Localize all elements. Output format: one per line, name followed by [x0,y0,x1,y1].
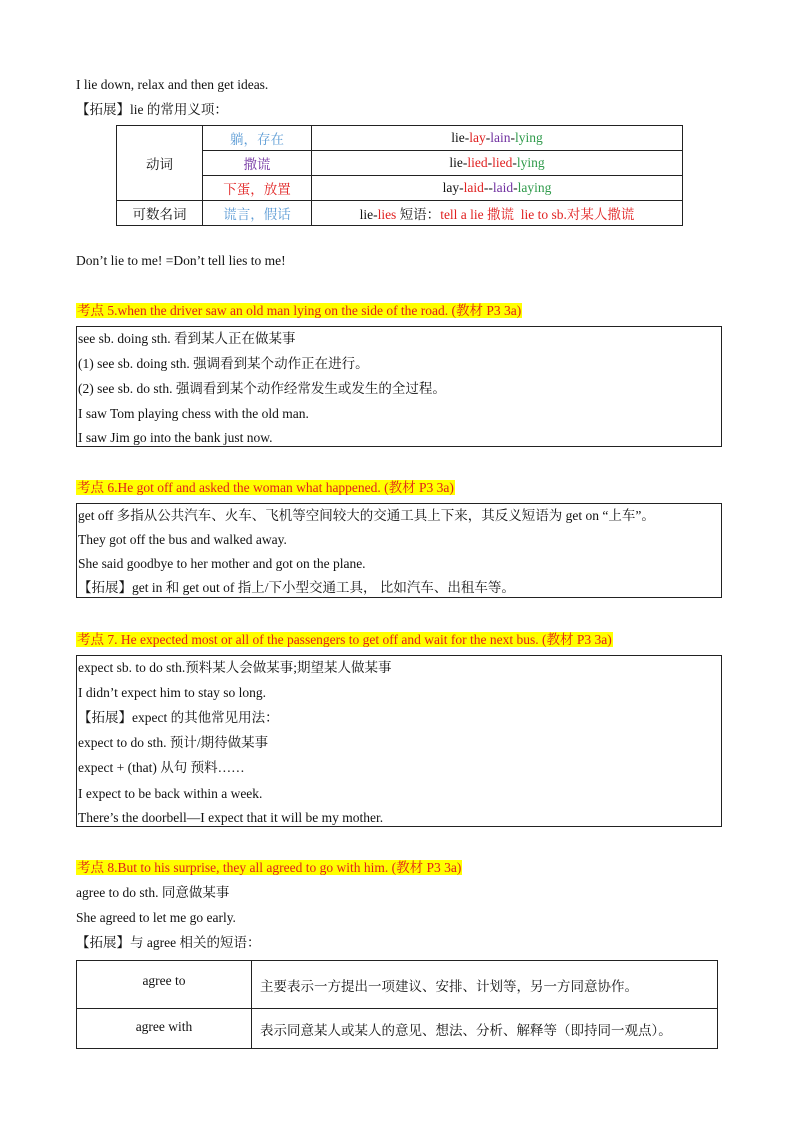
highlighted-title: 考点 6.He got off and asked the woman what happened. (教材 P3 3a) [77,480,454,495]
phrase-cell: agree to [77,961,252,1009]
point5-line: I saw Tom playing chess with the old man. [78,406,309,421]
point7-title [76,631,613,649]
point7-line: expect + (that) 从句 预料…… [78,760,245,775]
meaning-cell: 谎言，假话 [203,201,312,226]
point5-line: (2) see sb. do sth. 强调看到某个动作经常发生或发生的全过程。 [78,381,446,396]
forms-cell [312,126,683,151]
meaning-cell: 下蛋，放置 [203,176,312,201]
lie-extension-heading: 【拓展】lie 的常用义项： [76,102,228,117]
meaning-cell: 撒谎 [203,151,312,176]
point7-line: expect sb. to do sth.预料某人会做某事;期望某人做某事 [78,660,392,675]
verb-form-segment: 短语： [396,207,441,222]
verb-form-segment: lies [377,207,397,222]
verb-form-segment: -- [483,180,493,195]
verb-form-segment: lying [516,155,545,170]
point8-line: agree to do sth. 同意做某事 [76,885,230,900]
verb-form-segment: lied [492,155,513,170]
point8-line: 【拓展】与 agree 相关的短语： [76,935,261,950]
point7-line: There’s the doorbell—I expect that it will be my mother. [78,810,384,825]
point5-line: see sb. doing sth. 看到某人正在做某事 [78,331,296,346]
forms-cell [312,151,683,176]
verb-form-segment: lay [442,180,460,195]
highlighted-title: 考点 8.But to his surprise, they all agreed to go with him. (教材 P3 3a) [77,860,462,875]
verb-form-segment: - [373,207,378,222]
point7-line: I didn’t expect him to stay so long. [78,685,266,700]
verb-form-segment: - [512,155,517,170]
verb-form-segment: tell a lie 撒谎 lie to sb.对某人撒谎 [440,207,635,222]
point7-line: 【拓展】expect 的其他常见用法： [78,710,279,725]
verb-form-segment: - [462,155,468,170]
point5-box [76,326,722,447]
verb-label: 动词 [117,126,203,201]
verb-form-segment: - [464,130,470,145]
verb-form-segment: - [513,180,518,195]
point8-line: She agreed to let me go early. [76,910,236,925]
verb-form-segment: laid [463,180,484,195]
verb-form-segment: lain [490,130,511,145]
point6-box [76,503,722,598]
point7-line: expect to do sth. 预计/期待做某事 [78,735,269,750]
verb-form-segment: lie [451,130,465,145]
intro-sentence: I lie down, relax and then get ideas. [76,77,269,92]
verb-form-segment: - [459,180,464,195]
desc-cell: 主要表示一方提出一项建议、安排、计划等，另一方同意协作。 [252,961,718,1009]
point8-title [76,859,462,877]
verb-form-segment: lay [469,130,486,145]
point6-line: get off 多指从公共汽车、火车、飞机等空间较大的交通工具上下来，其反义短语为 get on “上车”。 [78,508,655,523]
highlighted-title: 考点 7. He expected most or all of the passengers to get off and wait for the next bus. (教材 P3 3a) [77,632,612,647]
verb-form-segment: laying [517,180,552,195]
point6-title [76,479,455,497]
point5-title [76,302,522,320]
point6-line: She said goodbye to her mother and got on the plane. [78,556,366,571]
desc-cell: 表示同意某人或某人的意见、想法、分析、解释等（即持同一观点）。 [252,1009,718,1049]
point7-line: I expect to be back within a week. [78,786,263,801]
point5-line: (1) see sb. doing sth. 强调看到某个动作正在进行。 [78,356,369,371]
forms-cell [312,201,683,226]
verb-form-segment: laid [492,180,514,195]
agree-phrases-table [76,960,718,1049]
meaning-cell: 躺，存在 [203,126,312,151]
dont-lie-example: Don’t lie to me! =Don’t tell lies to me! [76,253,286,268]
verb-form-segment: - [485,130,491,145]
forms-cell [312,176,683,201]
verb-form-segment: lie [359,207,374,222]
noun-label: 可数名词 [117,201,203,226]
point7-box [76,655,722,827]
verb-form-segment: - [510,130,515,145]
phrase-cell: agree with [77,1009,252,1049]
verb-form-segment: lying [514,130,543,145]
point6-line: 【拓展】get in 和 get out of 指上/下小型交通工具， 比如汽车、出租车等。 [78,580,515,595]
highlighted-title: 考点 5.when the driver saw an old man lying on the side of the road. (教材 P3 3a) [77,303,522,318]
point6-line: They got off the bus and walked away. [78,532,287,547]
lie-usage-table [116,125,683,226]
verb-form-segment: - [487,155,493,170]
verb-form-segment: lie [449,155,463,170]
point5-line: I saw Jim go into the bank just now. [78,430,273,445]
verb-form-segment: lied [467,155,488,170]
